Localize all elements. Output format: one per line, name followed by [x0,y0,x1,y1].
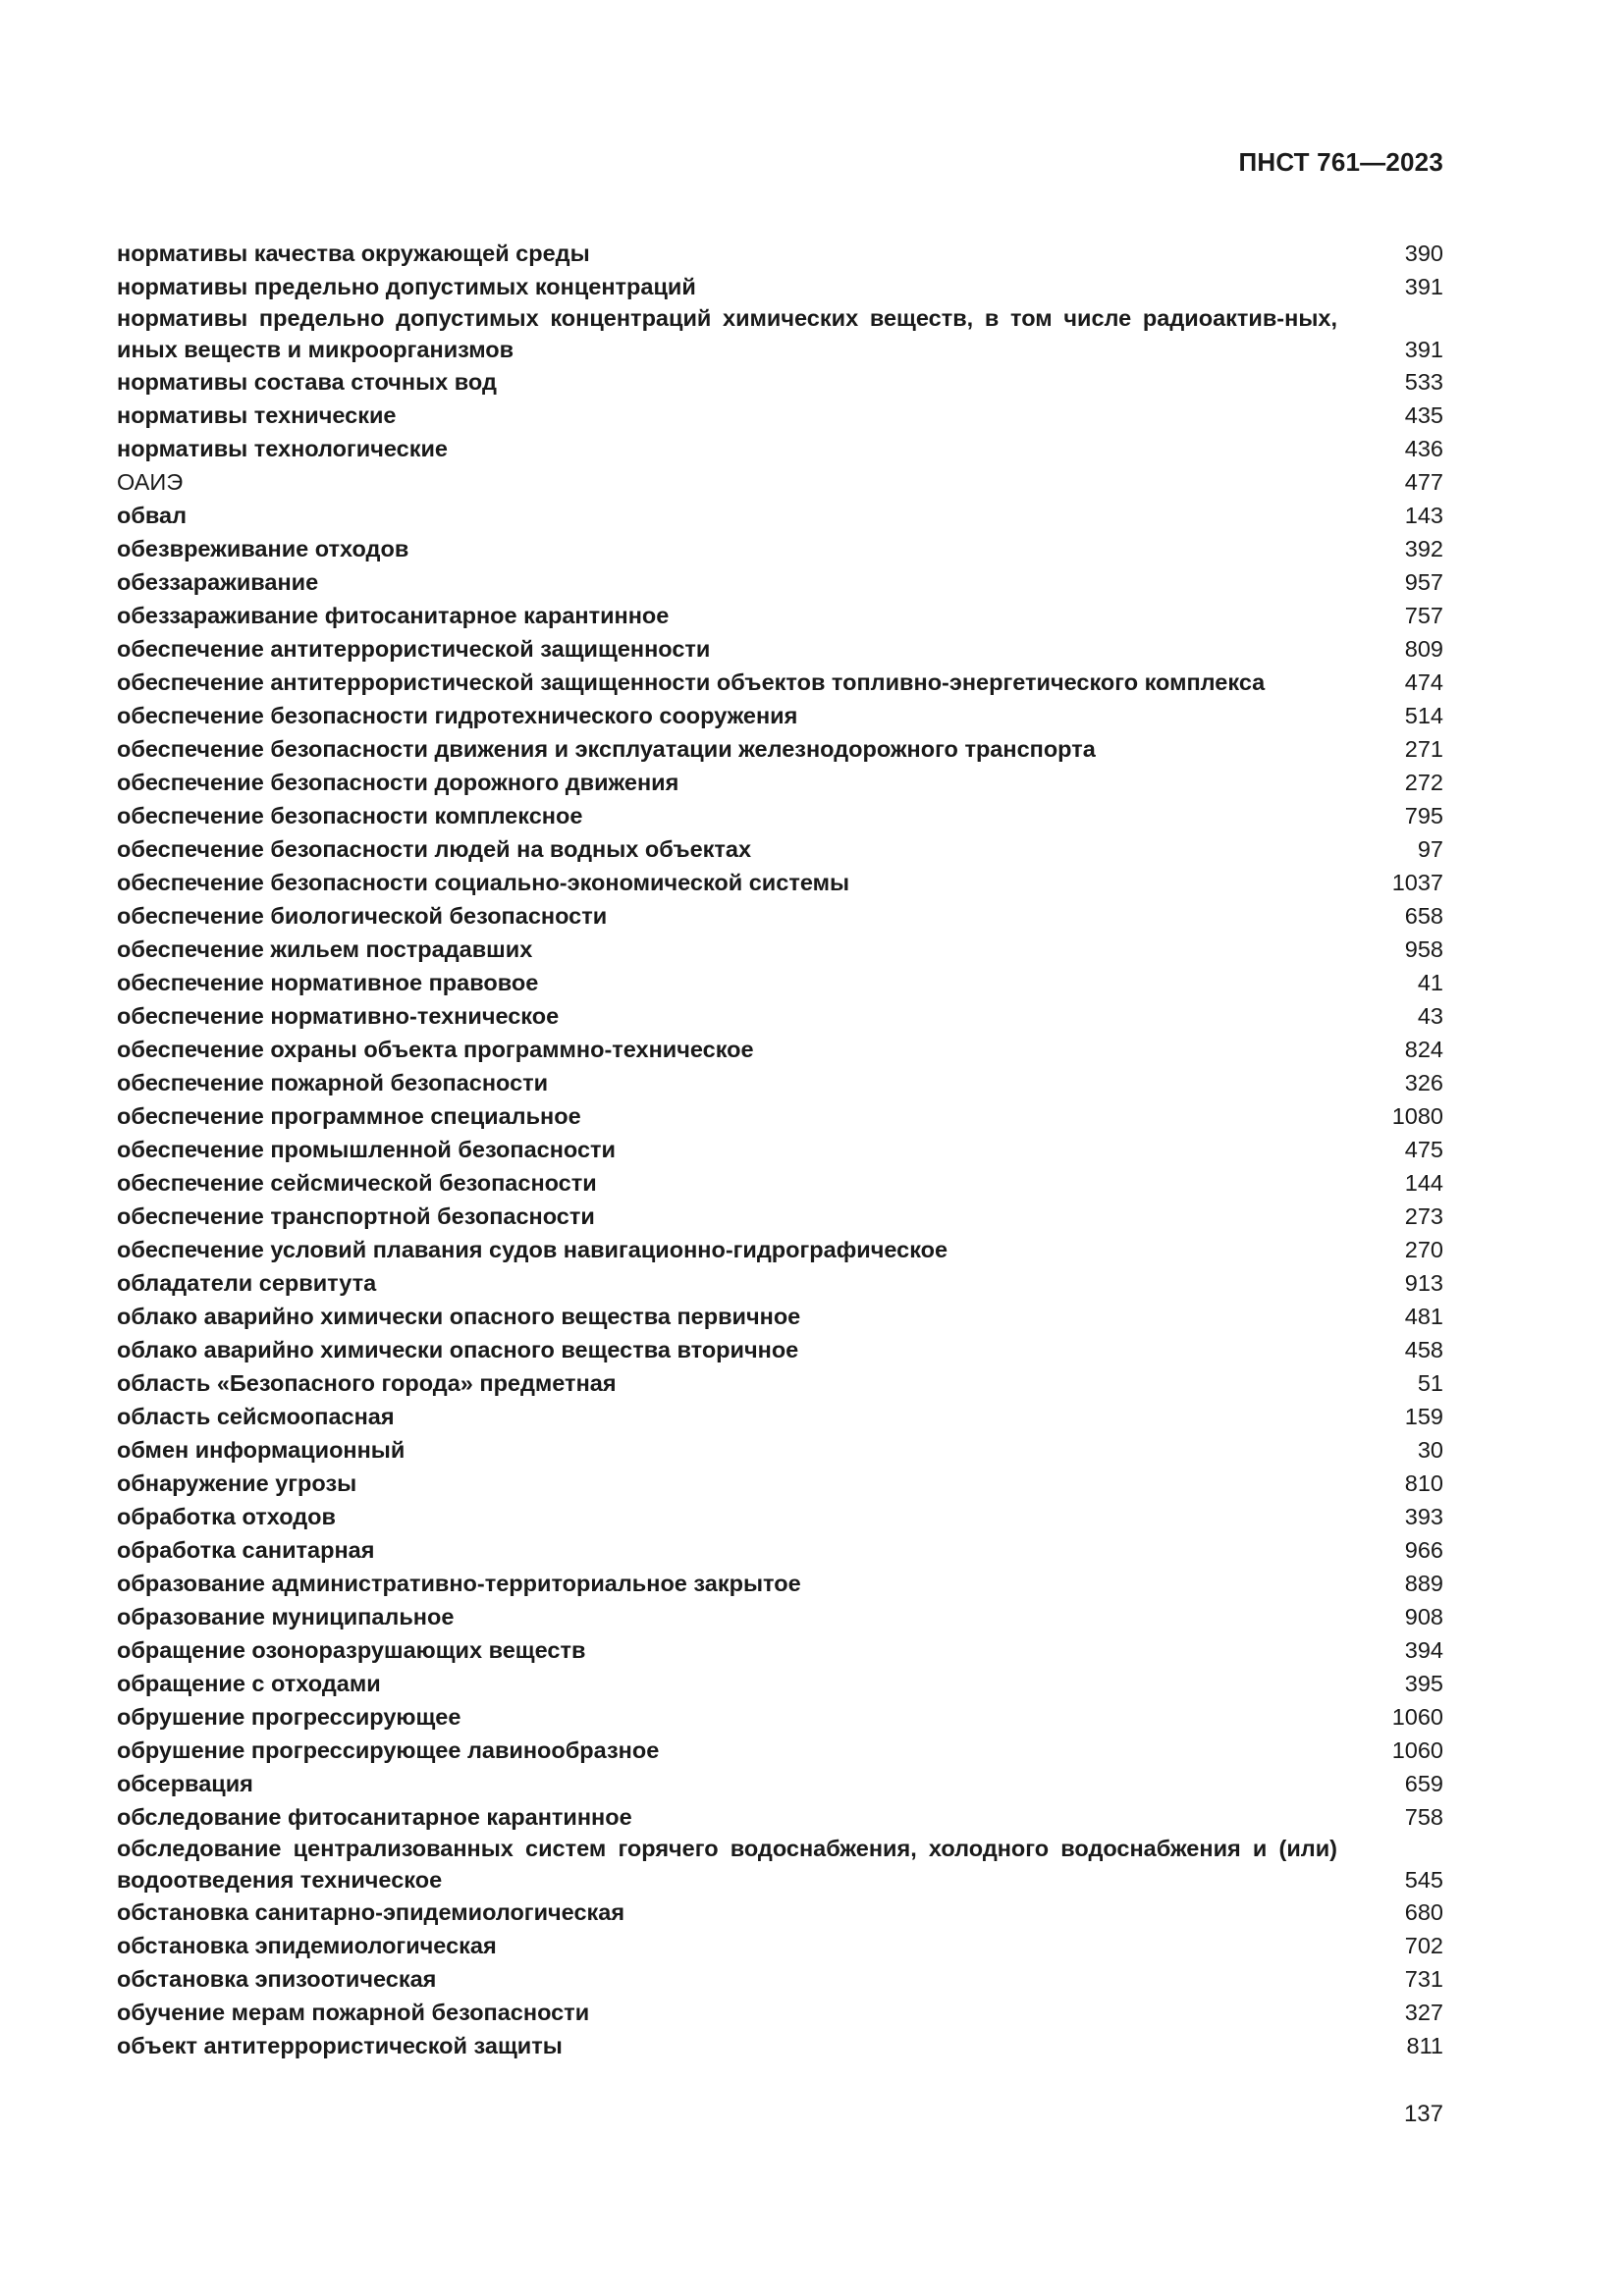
index-term: обследование централизованных систем горячего водоснабжения, холодного водоснабжения и (или) водоотведения техническое [117,1836,1337,1893]
document-id: ПНСТ 761—2023 [1238,147,1443,177]
index-term: обеззараживание фитосанитарное карантинное [117,603,670,628]
index-page-ref: 659 [1404,1771,1443,1796]
index-page-ref: 810 [1404,1470,1443,1496]
index-page-ref: 43 [1417,1003,1443,1029]
index-term: обеспечение промышленной безопасности [117,1137,617,1162]
index-page-ref: 758 [1404,1804,1443,1830]
index-entry [117,237,1443,270]
index-entry [117,1734,1443,1767]
index-term: обращение озоноразрушающих веществ [117,1637,586,1663]
index-entry [117,365,1443,399]
index-page-ref: 481 [1404,1304,1443,1329]
index-entry [117,632,1443,666]
index-page-ref: 913 [1404,1270,1443,1296]
index-page-ref: 392 [1404,536,1443,561]
index-page-ref: 159 [1404,1404,1443,1429]
index-page-ref: 757 [1404,603,1443,628]
index-term: обеспечение биологической безопасности [117,903,608,929]
index-page-ref: 391 [1404,336,1443,362]
index-term: нормативы технологические [117,436,448,461]
index-term: нормативы технические [117,402,397,428]
index-entry [117,933,1443,966]
index-term: область «Безопасного города» предметная [117,1370,617,1396]
index-entry [117,1233,1443,1266]
index-term: объект антитеррористической защиты [117,2033,563,2058]
index-entry [117,832,1443,866]
index-entry [117,999,1443,1033]
index-page-ref: 394 [1404,1637,1443,1663]
index-term: обеззараживание [117,569,319,595]
index-term: облако аварийно химически опасного вещества первичное [117,1304,801,1329]
index-term: ОАИЭ [117,469,184,495]
index-entry [117,1166,1443,1200]
index-page-ref: 889 [1404,1571,1443,1596]
index-page-ref: 795 [1404,803,1443,828]
index-entry [117,899,1443,933]
index-term: обеспечение безопасности дорожного движения [117,770,679,795]
index-term: обеспечение безопасности социально-экономической системы [117,870,850,895]
index-page-ref: 514 [1404,703,1443,728]
index-term: обсервация [117,1771,253,1796]
index-page-ref: 680 [1404,1899,1443,1925]
index-term: обладатели сервитута [117,1270,377,1296]
index-term: область сейсмоопасная [117,1404,395,1429]
index-page-ref: 435 [1404,402,1443,428]
index-term: обеспечение условий плавания судов навигационно-гидрографическое [117,1237,948,1262]
index-page-ref: 908 [1404,1604,1443,1629]
index-term: обеспечение сейсмической безопасности [117,1170,597,1196]
index-entry [117,1633,1443,1667]
index-entry [117,1066,1443,1099]
index-term: обеспечение программное специальное [117,1103,581,1129]
index-entry [117,399,1443,432]
index-term: обеспечение охраны объекта программно-техническое [117,1037,754,1062]
index-entry [117,1467,1443,1500]
index-term: обнаружение угрозы [117,1470,357,1496]
page-number: 137 [1403,2101,1443,2127]
index-entry [117,1800,1443,1834]
index-page-ref: 41 [1417,970,1443,995]
index-term: обеспечение безопасности движения и эксплуатации железнодорожного транспорта [117,736,1096,762]
index-entry [117,2029,1443,2062]
index-page-ref: 30 [1417,1437,1443,1463]
index-term: обмен информационный [117,1437,406,1463]
index-page-ref: 731 [1404,1966,1443,1992]
index-page-ref: 458 [1404,1337,1443,1362]
index-page-ref: 958 [1404,936,1443,962]
index-entry [117,1333,1443,1366]
index-entry [117,1133,1443,1166]
index-page-ref: 1037 [1391,870,1443,895]
index-entry [117,799,1443,832]
index-page-ref: 824 [1404,1037,1443,1062]
index-entry [117,866,1443,899]
index-page-ref: 702 [1404,1933,1443,1958]
index-entry [117,1700,1443,1734]
index-page-ref: 477 [1404,469,1443,495]
index-entry [117,1366,1443,1400]
index-entry [117,1099,1443,1133]
index-term: обеспечение нормативно-техническое [117,1003,560,1029]
index-term: обвал [117,503,188,528]
index-term: обрушение прогрессирующее лавинообразное [117,1737,660,1763]
index-entry [117,565,1443,599]
index-entry [117,1433,1443,1467]
index-entry [117,966,1443,999]
index-entry [117,432,1443,465]
index-page-ref: 51 [1417,1370,1443,1396]
index-page-ref: 273 [1404,1203,1443,1229]
index-page-ref: 143 [1404,503,1443,528]
index-term: образование муниципальное [117,1604,455,1629]
index-page-ref: 144 [1404,1170,1443,1196]
index-term: обеспечение транспортной безопасности [117,1203,595,1229]
index-entry [117,1200,1443,1233]
index-entry [117,766,1443,799]
index-page-ref: 1060 [1391,1737,1443,1763]
index-entry [117,666,1443,699]
index-page-ref: 395 [1404,1671,1443,1696]
index-entry [117,599,1443,632]
index-entry [117,1567,1443,1600]
index-term: обеспечение антитеррористической защищенности [117,636,711,662]
index-entry [117,1033,1443,1066]
index-term: обстановка эпизоотическая [117,1966,437,1992]
index-entry [117,1600,1443,1633]
index-term: обстановка санитарно-эпидемиологическая [117,1899,625,1925]
index-page-ref: 393 [1404,1504,1443,1529]
index-page-ref: 966 [1404,1537,1443,1563]
index-page-ref: 271 [1404,736,1443,762]
index-term: обеспечение жильем пострадавших [117,936,533,962]
index-entry [117,1266,1443,1300]
index-entry [117,699,1443,732]
index-entry [117,1533,1443,1567]
index-term: обработка отходов [117,1504,336,1529]
index-term: обеспечение пожарной безопасности [117,1070,549,1095]
index-page-ref: 475 [1404,1137,1443,1162]
index-page-ref: 811 [1406,2033,1443,2058]
index-page-ref: 533 [1404,369,1443,395]
index-term: облако аварийно химически опасного вещества вторичное [117,1337,799,1362]
term-index [117,237,1443,2062]
index-entry [117,465,1443,499]
index-entry [117,1500,1443,1533]
index-term: обрушение прогрессирующее [117,1704,461,1730]
index-page-ref: 658 [1404,903,1443,929]
index-term: обстановка эпидемиологическая [117,1933,497,1958]
index-page-ref: 390 [1404,240,1443,266]
index-term: обеспечение нормативное правовое [117,970,539,995]
index-term: нормативы состава сточных вод [117,369,497,395]
index-page-ref: 327 [1404,2000,1443,2025]
index-page-ref: 272 [1404,770,1443,795]
index-entry [117,1300,1443,1333]
index-entry [117,270,1443,303]
index-entry [117,1400,1443,1433]
index-entry [117,1767,1443,1800]
index-entry [117,499,1443,532]
index-term: нормативы предельно допустимых концентраций [117,274,696,299]
index-term: обеспечение безопасности людей на водных объектах [117,836,752,862]
index-term: обеспечение антитеррористической защищенности объектов топливно-энергетического комплекса [117,669,1266,695]
index-entry [117,532,1443,565]
index-entry [117,1962,1443,1996]
index-page-ref: 1060 [1391,1704,1443,1730]
index-page-ref: 391 [1404,274,1443,299]
index-page-ref: 809 [1404,636,1443,662]
index-page-ref: 474 [1404,669,1443,695]
index-page-ref: 436 [1404,436,1443,461]
index-entry [117,732,1443,766]
index-term: нормативы качества окружающей среды [117,240,590,266]
index-term: обследование фитосанитарное карантинное [117,1804,632,1830]
index-page-ref: 545 [1404,1866,1443,1893]
index-term: обезвреживание отходов [117,536,409,561]
index-term: нормативы предельно допустимых концентраций химических веществ, в том числе радиоактив-ных, иных веществ и микроорганизмов [117,305,1337,362]
index-page-ref: 957 [1404,569,1443,595]
index-term: образование административно-территориальное закрытое [117,1571,801,1596]
index-term: обеспечение безопасности гидротехнического сооружения [117,703,798,728]
index-entry [117,1929,1443,1962]
index-term: обучение мерам пожарной безопасности [117,2000,590,2025]
index-term: обработка санитарная [117,1537,375,1563]
index-entry [117,1996,1443,2029]
index-term: обеспечение безопасности комплексное [117,803,583,828]
index-term: обращение с отходами [117,1671,381,1696]
index-entry [117,1834,1443,1896]
index-page-ref: 97 [1417,836,1443,862]
index-page-ref: 270 [1404,1237,1443,1262]
index-entry [117,1667,1443,1700]
index-page-ref: 326 [1404,1070,1443,1095]
index-entry [117,303,1443,365]
index-page-ref: 1080 [1391,1103,1443,1129]
index-entry [117,1896,1443,1929]
